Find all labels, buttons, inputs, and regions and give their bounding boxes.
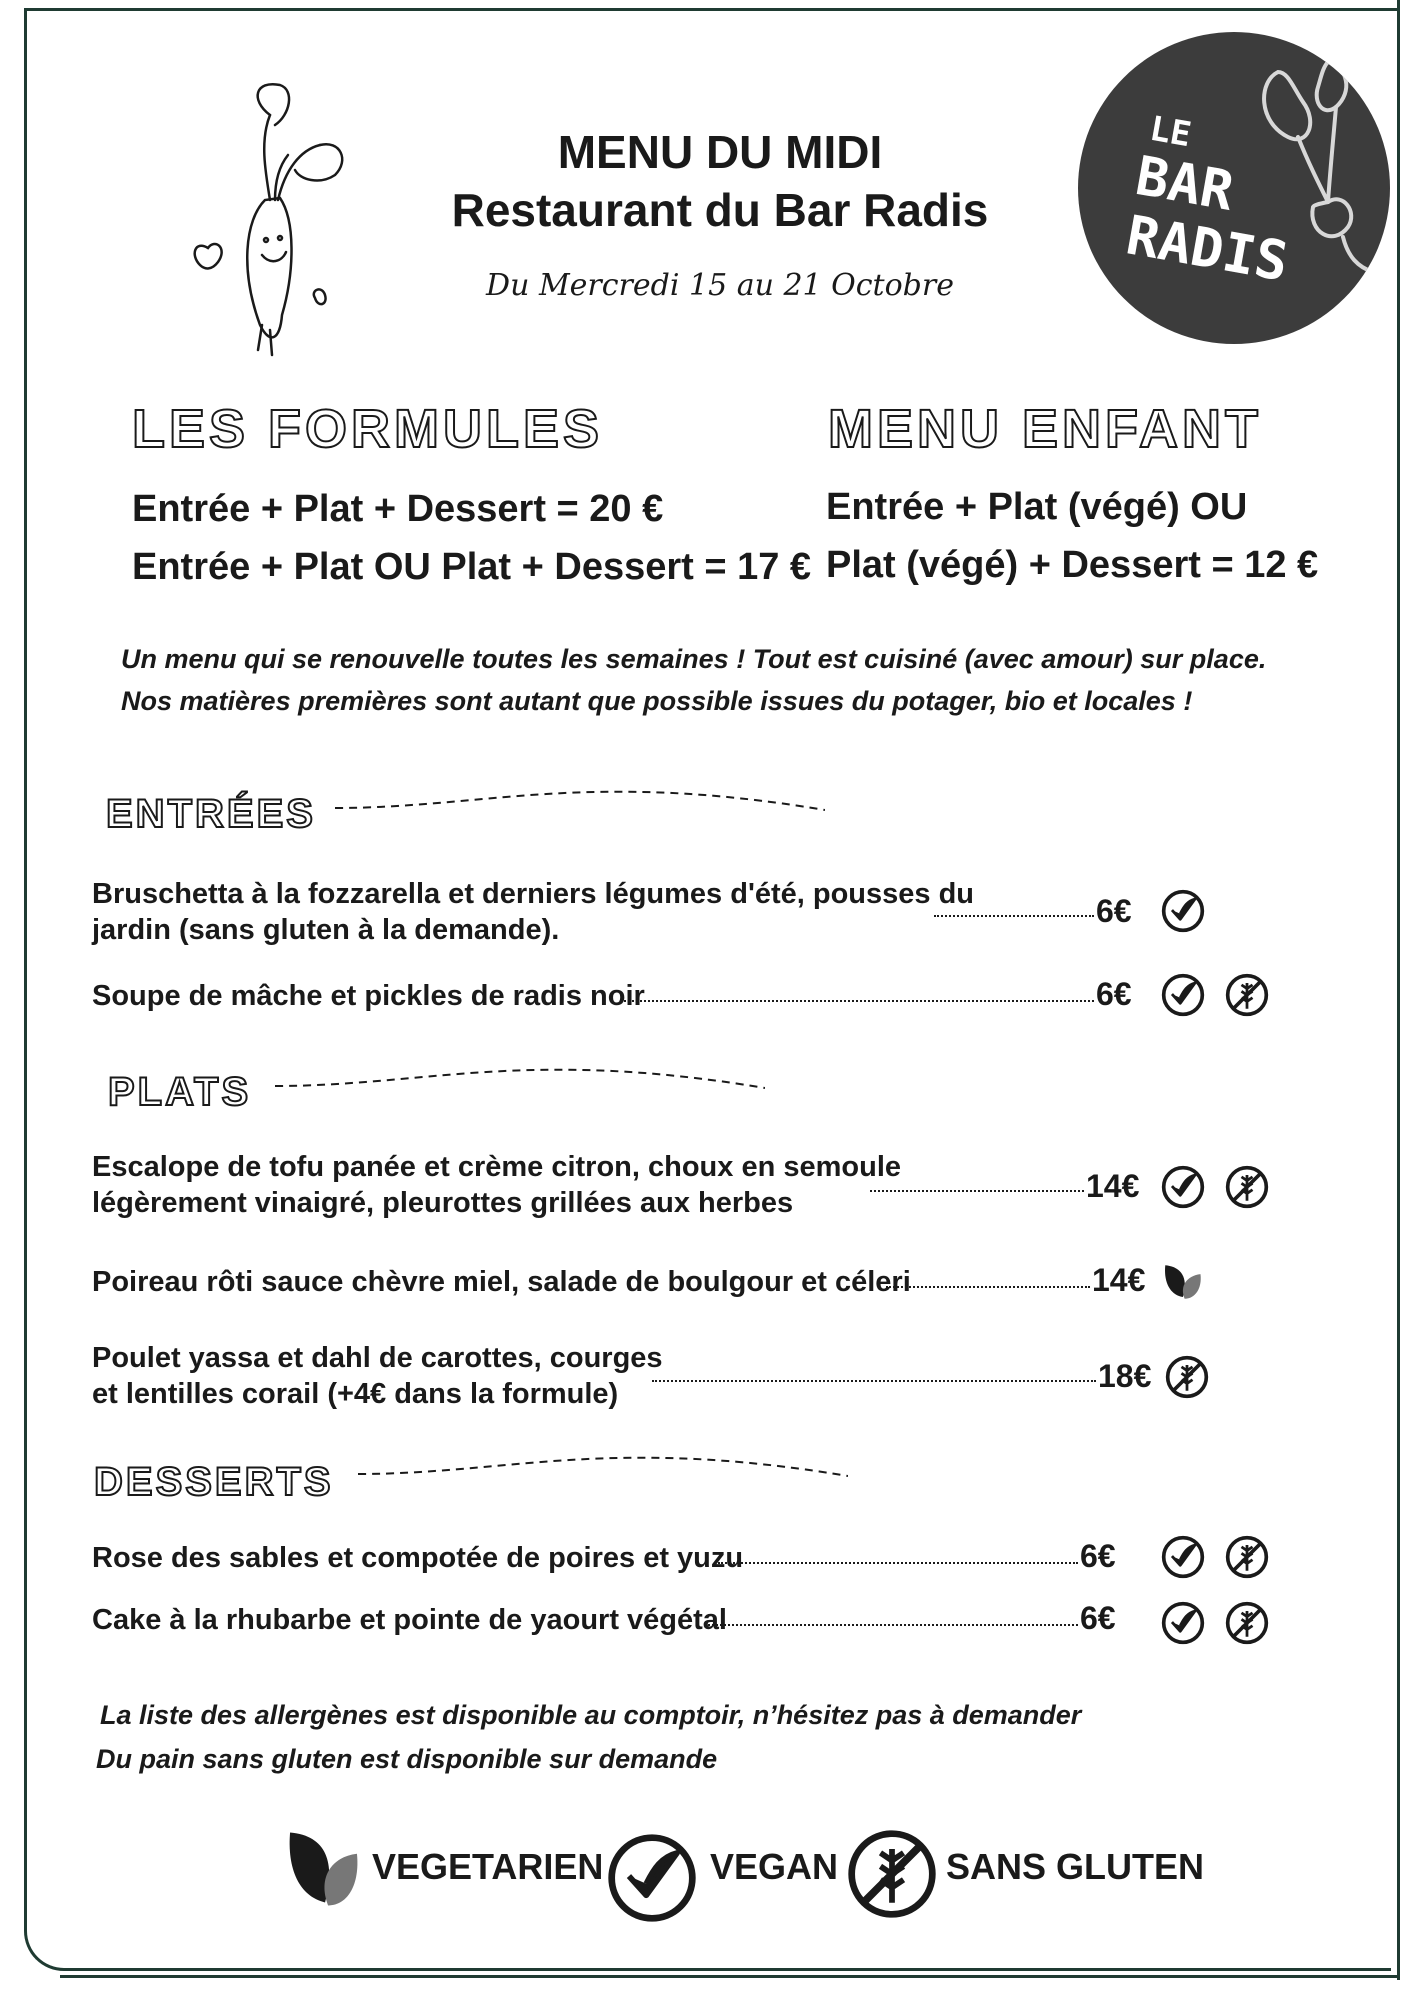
frame-bottom [60, 1975, 1400, 1978]
intro-line-2: Nos matières premières sont autant que possible issues du potager, bio et locales ! [121, 686, 1193, 716]
plat-1-leader [870, 1190, 1084, 1192]
gluten-free-bread-note: Du pain sans gluten est disponible sur demande [96, 1744, 718, 1774]
dessert-2-leader [704, 1624, 1078, 1626]
gluten-free-icon [1164, 1354, 1210, 1400]
enfant-line-2: Plat (végé) + Dessert = 12 € [826, 544, 1319, 586]
logo-text-le: LE [1146, 108, 1195, 156]
entree-1-leader [934, 915, 1094, 917]
formules-title: LES FORMULES [132, 399, 604, 459]
entree-2-line-1: Soupe de mâche et pickles de radis noir [92, 980, 645, 1012]
plat-1-line-1: Escalope de tofu panée et crème citron, choux en semoule [92, 1151, 902, 1183]
logo-text-bar: BAR [1131, 144, 1239, 223]
dessert-1-leader [718, 1562, 1078, 1564]
entree-2-price: 6€ [1096, 976, 1132, 1012]
gluten-free-icon [844, 1826, 940, 1922]
entree-1-line-2: jardin (sans gluten à la demande). [92, 914, 560, 946]
vegan-icon [1160, 1600, 1206, 1646]
formule-line-2: Entrée + Plat OU Plat + Dessert = 17 € [132, 546, 812, 588]
plats-divider [275, 1058, 765, 1098]
legend-vegan-label: VEGAN [710, 1846, 839, 1887]
dessert-1-line-1: Rose des sables et compotée de poires et yuzu [92, 1542, 744, 1574]
enfant-line-1: Entrée + Plat (végé) OU [826, 486, 1248, 528]
gluten-free-icon [1224, 1600, 1270, 1646]
formule-line-1: Entrée + Plat + Dessert = 20 € [132, 488, 664, 530]
entree-2-leader [620, 1000, 1094, 1002]
plat-2-line-1: Poireau rôti sauce chèvre miel, salade de boulgour et céleri [92, 1266, 911, 1298]
menu-dates: Du Mercredi 15 au 21 Octobre [486, 268, 954, 303]
vegetarian-icon [284, 1826, 360, 1912]
menu-enfant-title: MENU ENFANT [828, 399, 1262, 459]
gluten-free-icon [1224, 1534, 1270, 1580]
plat-3-price: 18€ [1098, 1358, 1152, 1394]
intro-line-1: Un menu qui se renouvelle toutes les semaines ! Tout est cuisiné (avec amour) sur place. [121, 644, 1267, 674]
vegan-icon [1160, 972, 1206, 1018]
entree-1-price: 6€ [1096, 893, 1132, 929]
legend-gluten-free-label: SANS GLUTEN [946, 1846, 1205, 1887]
desserts-title: DESSERTS [94, 1460, 334, 1504]
allergens-note: La liste des allergènes est disponible au comptoir, n’hésitez pas à demander [100, 1700, 1082, 1730]
plat-1-price: 14€ [1086, 1168, 1140, 1204]
frame-top [24, 8, 1400, 11]
plat-3-line-1: Poulet yassa et dahl de carottes, courges [92, 1342, 663, 1374]
plat-1-line-2: légèrement vinaigré, pleurottes grillées aux herbes [92, 1187, 794, 1219]
restaurant-name: Restaurant du Bar Radis [451, 184, 989, 236]
gluten-free-icon [1224, 1164, 1270, 1210]
dessert-2-line-1: Cake à la rhubarbe et pointe de yaourt végétal [92, 1604, 727, 1636]
entree-1-line-1: Bruschetta à la fozzarella et derniers légumes d'été, pousses du [92, 878, 975, 910]
legend-vegetarian-label: VEGETARIEN [372, 1846, 604, 1887]
entrees-divider [335, 780, 825, 820]
plat-2-leader [886, 1286, 1090, 1288]
vegan-icon [1160, 1534, 1206, 1580]
plat-3-line-2: et lentilles corail (+4€ dans la formule) [92, 1378, 619, 1410]
vegan-icon [604, 1830, 700, 1926]
vegan-icon [1160, 1164, 1206, 1210]
desserts-divider [358, 1446, 848, 1486]
dessert-2-price: 6€ [1080, 1600, 1116, 1636]
vegetarian-icon [1160, 1260, 1204, 1304]
entrees-title: ENTRÉES [106, 792, 316, 836]
plats-title: PLATS [108, 1070, 252, 1114]
plat-3-leader [652, 1380, 1096, 1382]
vegan-icon [1160, 888, 1206, 934]
plat-2-price: 14€ [1092, 1262, 1146, 1298]
gluten-free-icon [1224, 972, 1270, 1018]
menu-title: MENU DU MIDI [557, 126, 883, 178]
dessert-1-price: 6€ [1080, 1538, 1116, 1574]
logo-text-radis: RADIS [1121, 203, 1293, 294]
bar-radis-logo [1078, 32, 1390, 344]
